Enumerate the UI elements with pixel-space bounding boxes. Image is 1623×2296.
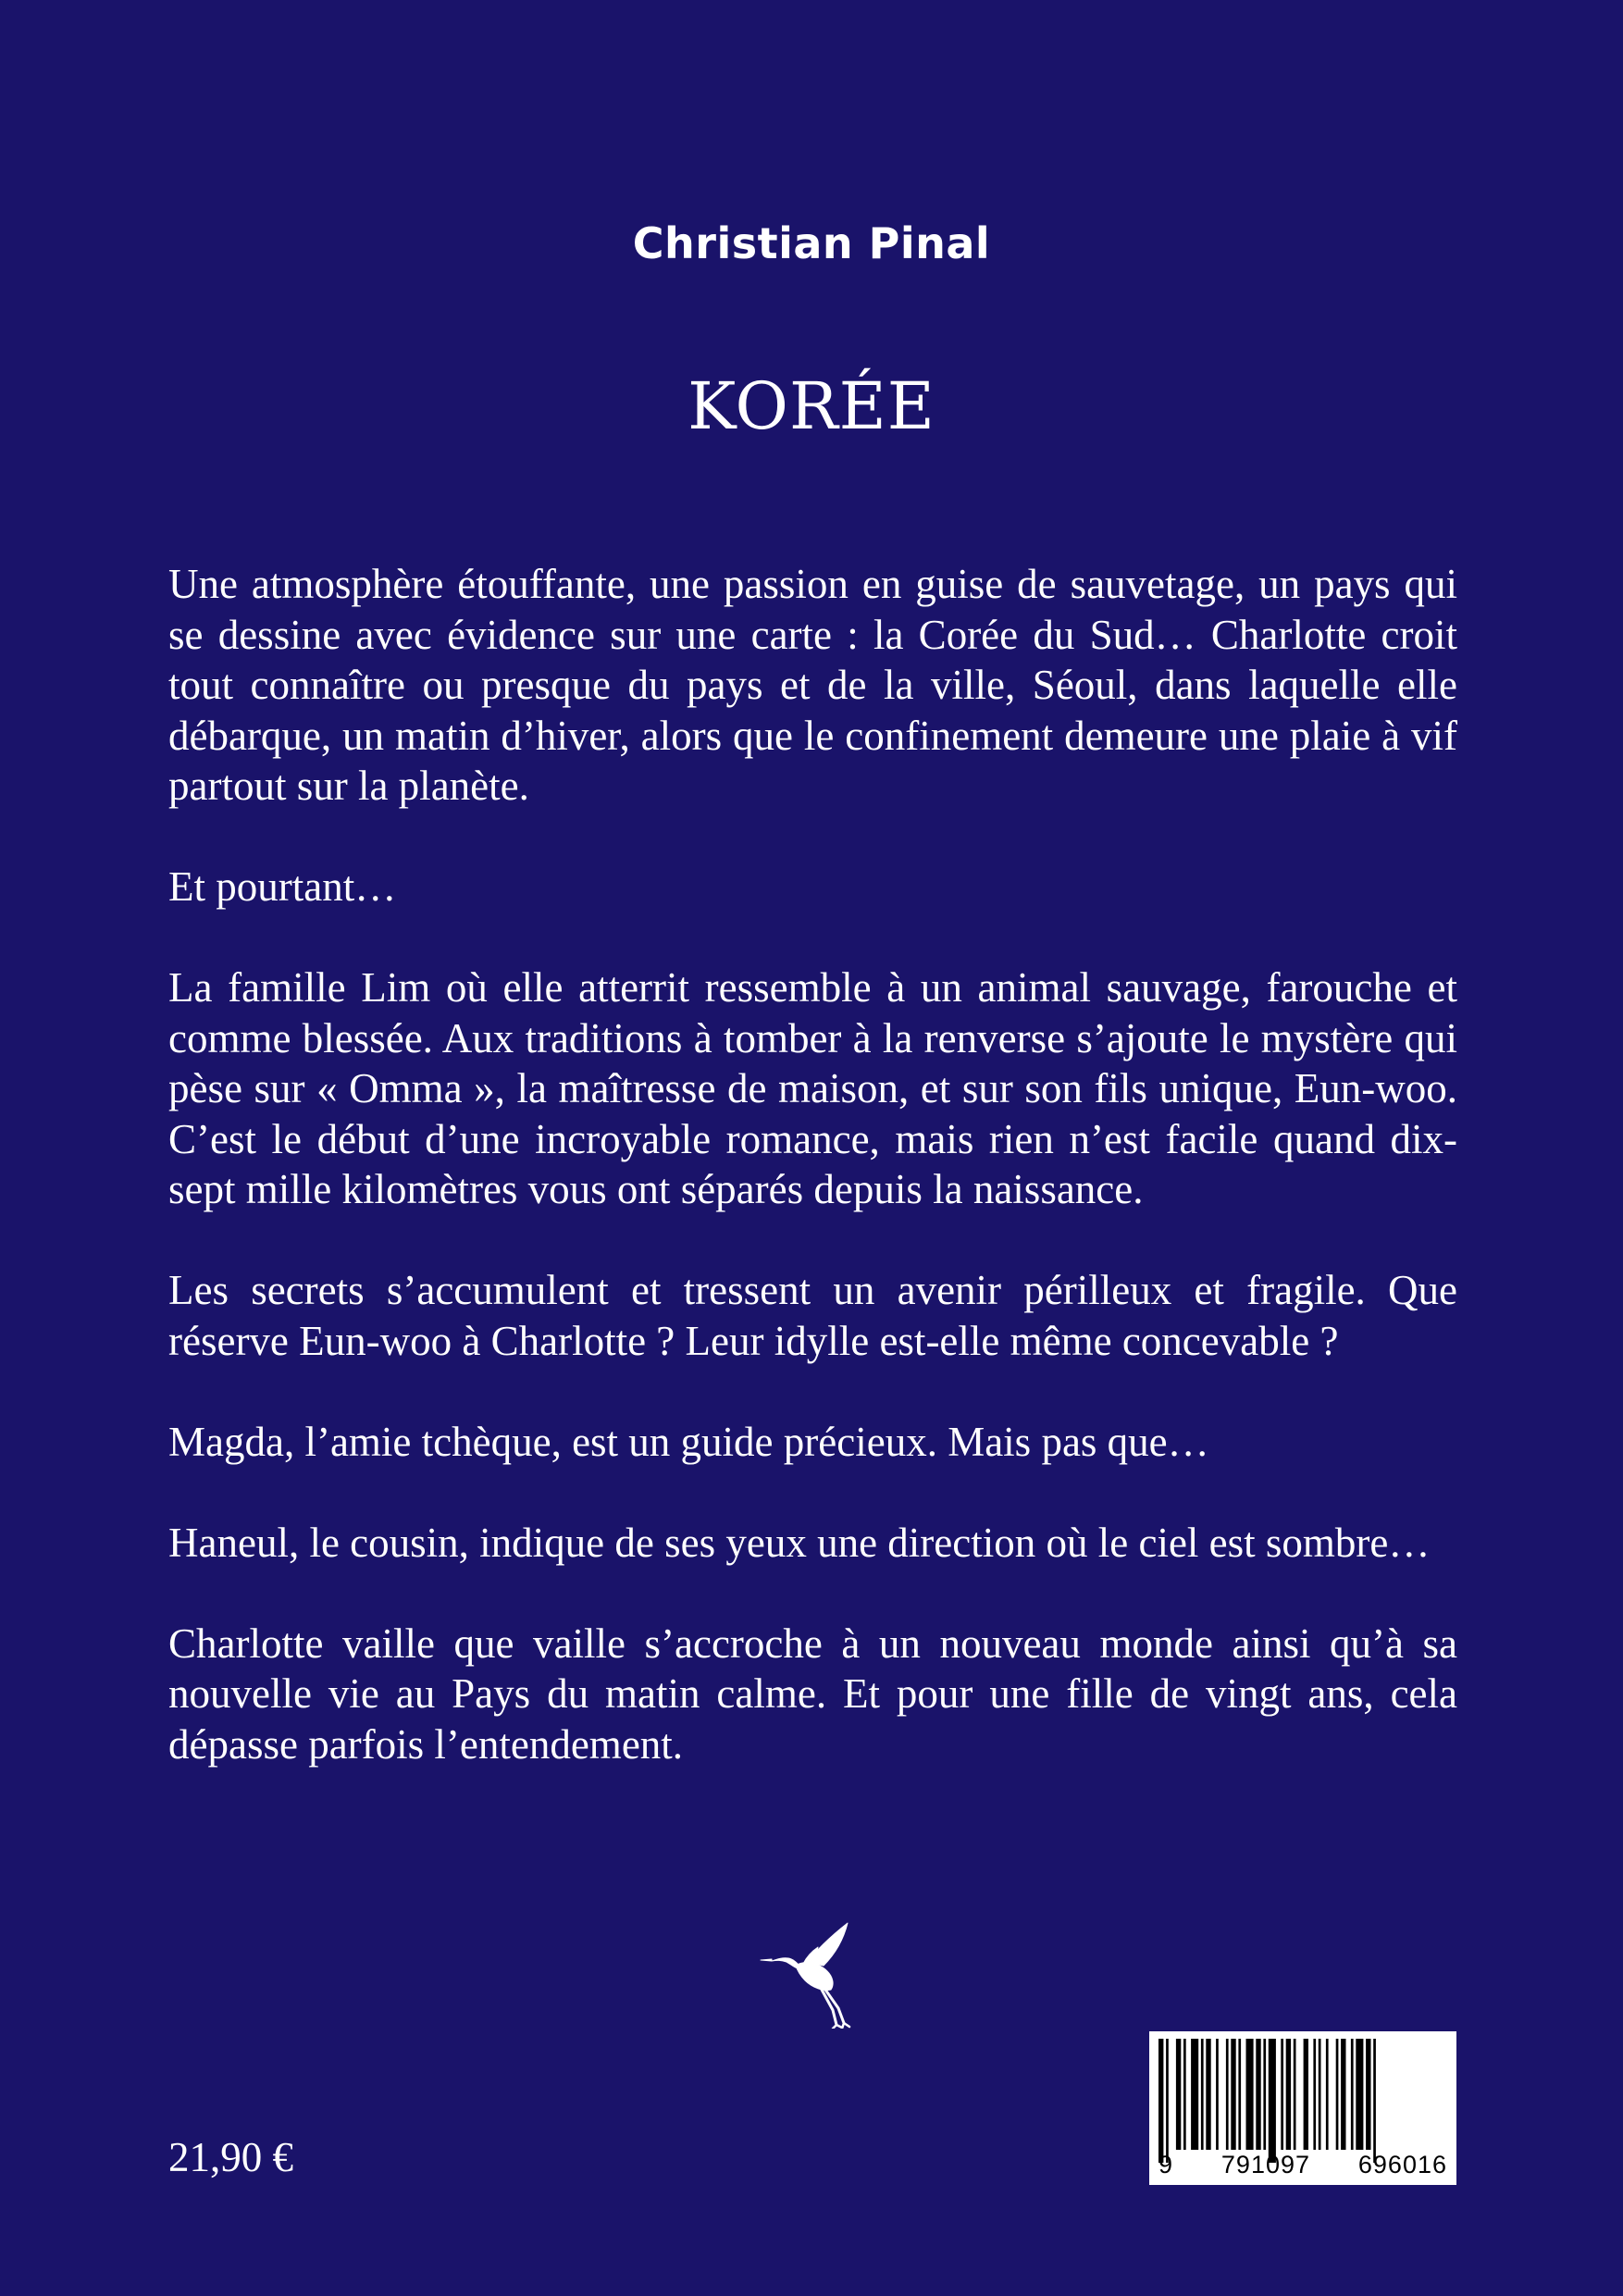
blurb-paragraph: Haneul, le cousin, indique de ses yeux une direction où le ciel est sombre…: [168, 1519, 1431, 1566]
back-cover-blurb: [168, 559, 1457, 1820]
blurb-paragraph: Les secrets s’accumulent et tressent un avenir périlleux et fragile. Que réserve Eun-woo à Charlotte ? Leur idylle est-elle même concevable ?: [168, 1267, 1457, 1364]
isbn-barcode: [1149, 2031, 1456, 2185]
barcode-digits-right: 696016: [1357, 2151, 1447, 2178]
blurb-paragraph: Magda, l’amie tchèque, est un guide précieux. Mais pas que…: [168, 1418, 1209, 1465]
barcode-digits: [1158, 2151, 1447, 2179]
blurb-paragraph: Une atmosphère étouffante, une passion en guise de sauvetage, un pays qui se dessine avec évidence sur une carte : la Corée du Sud… Charlotte croit tout connaître ou presque du pays et de la ville, Séoul, dans laquelle elle débarque, un matin d’hiver, alors que le confinement demeure une plaie à vif partout sur la planète.: [168, 561, 1457, 809]
blurb-paragraph: La famille Lim où elle atterrit ressemble à un animal sauvage, farouche et comme blessée. Aux traditions à tomber à la renverse s’ajoute le mystère qui pèse sur « Omma », la maîtresse de maison, et sur son fils unique, Eun-woo. C’est le début d’une incroyable romance, mais rien n’est facile quand dix-sept mille kilomètres vous ont séparés depuis la naissance.: [168, 964, 1457, 1212]
blurb-paragraph: Charlotte vaille que vaille s’accroche à un nouveau monde ainsi qu’à sa nouvelle vie au Pays du matin calme. Et pour une fille de vingt ans, cela dépasse parfois l’entendement.: [168, 1620, 1457, 1768]
heron-logo-icon: [759, 1916, 868, 2029]
barcode-digits-left: 791097: [1220, 2151, 1311, 2178]
price: 21,90 €: [168, 2134, 293, 2180]
barcode-digit-first: 9: [1158, 2151, 1174, 2178]
author-name: Christian Pinal: [632, 218, 991, 268]
blurb-paragraph: Et pourtant…: [168, 863, 397, 910]
book-title: KORÉE: [688, 368, 935, 444]
